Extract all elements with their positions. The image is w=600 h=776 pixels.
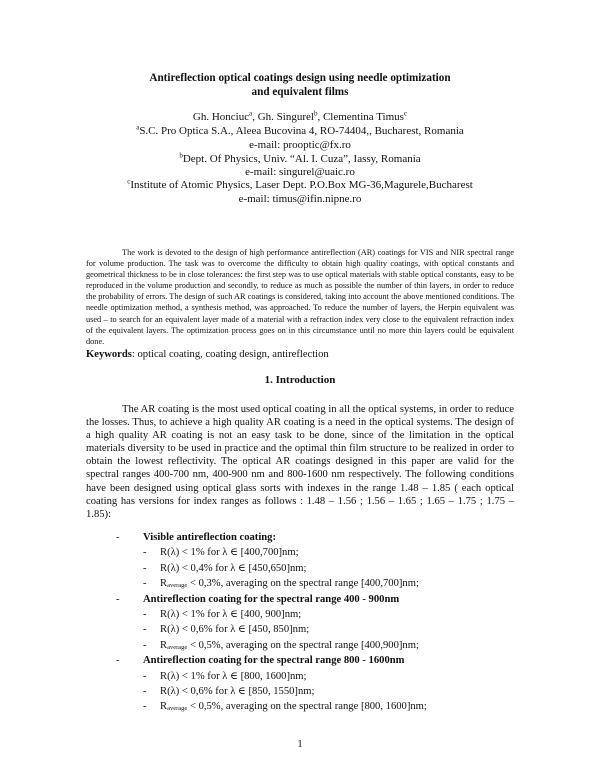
affiliation-b: [0, 153, 600, 166]
list-item: [86, 622, 516, 637]
list-item: [86, 638, 516, 653]
list-item-text: [160, 699, 427, 716]
author-3: , Clementina Timus: [317, 111, 404, 123]
bullet-dash: -: [143, 639, 147, 651]
affiliation-c-email: e-mail: timus@ifin.nipne.ro: [238, 193, 362, 205]
affiliation-a-sup: a: [136, 123, 140, 132]
r-subscript: average: [167, 705, 188, 713]
bullet-dash: -: [116, 593, 120, 605]
affiliation-c: [0, 179, 600, 192]
section-heading: 1. Introduction: [264, 374, 336, 386]
list-item-text: R(λ) < 1% for λ ∈ [400, 900]nm;: [160, 608, 302, 620]
list-item: [86, 607, 516, 622]
affiliation-c-sup: c: [127, 177, 131, 186]
group-heading-text: Antireflection coating for the spectral range 400 - 900nm: [143, 593, 400, 605]
bullet-dash: -: [143, 547, 147, 559]
keywords-label: Keywords: [86, 349, 132, 360]
r-subscript: average: [167, 582, 188, 590]
keywords: [86, 348, 329, 361]
keywords-text: : optical coating, coating design, antireflection: [131, 349, 329, 360]
list-group-heading: [86, 592, 516, 607]
list-item-text: R(λ) < 1% for λ ∈ [800, 1600]nm;: [160, 670, 307, 682]
affiliation-a-text: S.C. Pro Optica S.A., Aleea Bucovina 4, RO-74404,, Bucharest, Romania: [139, 125, 464, 137]
paper-title-line-1: Antireflection optical coatings design using needle optimization: [149, 72, 451, 84]
affiliation-a: [0, 125, 600, 138]
list-group-heading: [86, 653, 516, 668]
list-item: [86, 669, 516, 684]
affiliation-a-email: e-mail: prooptic@fx.ro: [249, 139, 351, 151]
author-2: , Gh. Singurel: [252, 111, 314, 123]
affiliation-b-email: e-mail: singurel@uaic.ro: [245, 166, 355, 178]
list-item: [86, 561, 516, 576]
affiliation-b-sup: b: [179, 151, 183, 160]
bullet-dash: -: [143, 608, 147, 620]
author-1-sup: a: [249, 109, 253, 118]
page-number: 1: [297, 739, 303, 750]
bullet-dash: -: [116, 532, 120, 543]
r-subscript: average: [167, 643, 188, 651]
list-item-rest: < 0,5%, averaging on the spectral range [800, 1600]nm;: [187, 701, 427, 713]
affiliation-c-text: Institute of Atomic Physics, Laser Dept. P.O.Box MG-36,Magurele,Bucharest: [130, 179, 473, 191]
list-item: [86, 699, 516, 714]
r-symbol: R: [160, 639, 168, 651]
bullet-dash: -: [143, 670, 147, 682]
list-item-rest: < 0,5%, averaging on the spectral range [400,900]nm;: [187, 639, 419, 651]
group-heading-text: Antireflection coating for the spectral range 800 - 1600nm: [143, 655, 405, 667]
list-item-text: R(λ) < 0,6% for λ ∈ [450, 850]nm;: [160, 624, 310, 636]
list-item-text: R(λ) < 0,6% for λ ∈ [850, 1550]nm;: [160, 685, 315, 697]
bullet-dash: -: [116, 655, 120, 667]
conditions-list: [86, 530, 516, 715]
list-item: [86, 545, 516, 560]
intro-paragraph: The AR coating is the most used optical coating in all the optical systems, in order to reduce the losses. Thus, to achieve a high quality AR coating is a need in the optical systems. The design of a high quality AR coating is not an easy task to be done, since of the limitation in the optical materials diversity to be used in practice and the optimal thin film structure to be realized in order to obtain the lowest reflectivity. The optical AR coatings designed in this paper are valid for the spectral ranges 400-700 nm, 400-900 nm and 800-1600 nm respectively. The following conditions have been designed using optical glass sorts with indexes in the range 1.48 – 1.85 ( each optical coating has versions for index ranges as follows : 1.48 – 1.56 ; 1.56 – 1.65 ; 1.65 – 1.75 ; 1.75 – 1.85):: [86, 404, 514, 520]
list-item-text: R(λ) < 0,4% for λ ∈ [450,650]nm;: [160, 562, 307, 574]
paper-title-line-2: and equivalent films: [251, 86, 349, 98]
r-symbol: R: [160, 701, 168, 713]
author-1: Gh. Honciuc: [192, 111, 250, 123]
list-item: [86, 684, 516, 699]
affiliation-b-text: Dept. Of Physics, Univ. “Al. I. Cuza”, Iassy, Romania: [182, 153, 421, 165]
author-2-sup: b: [313, 109, 318, 118]
list-item-text: R(λ) < 1% for λ ∈ [400,700]nm;: [160, 547, 299, 559]
list-item-rest: < 0,3%, averaging on the spectral range [400,700]nm;: [187, 578, 419, 590]
r-symbol: R: [160, 578, 168, 590]
group-heading-text: Visible antireflection coating:: [143, 532, 276, 543]
abstract: The work is devoted to the design of high performance antireflection (AR) coatings for VIS and NIR spectral range for volume production. The task was to overcome the difficulty to obtain high quality coatings, with optical constants and geometrical thickness to be in close tolerances: the first step was to use optical materials with stable optical constants, easy to be reproduced in the volume production and secondly, to reduce as much as possible the number of thin layers, in order to reduce the probability of errors. The design of such AR coatings is considered, taking into account the above mentioned conditions. The needle optimization method, a synthesis method, was approached. To reduce the number of layers, the Herpin equivalent was used – to search for an equivalent layer made of a material with a refraction index very close to the equivalent refraction index of the equivalent layers. The optimization process goes on in this circumstance until no more thin layers could be equivalent done.: [86, 248, 514, 346]
author-list: [0, 111, 600, 124]
bullet-dash: -: [143, 624, 147, 636]
bullet-dash: -: [143, 701, 147, 713]
list-group-heading: [86, 530, 516, 545]
bullet-dash: -: [143, 562, 147, 574]
author-3-sup: c: [403, 109, 408, 118]
bullet-dash: -: [143, 685, 147, 697]
list-item: [86, 576, 516, 591]
bullet-dash: -: [143, 578, 147, 590]
